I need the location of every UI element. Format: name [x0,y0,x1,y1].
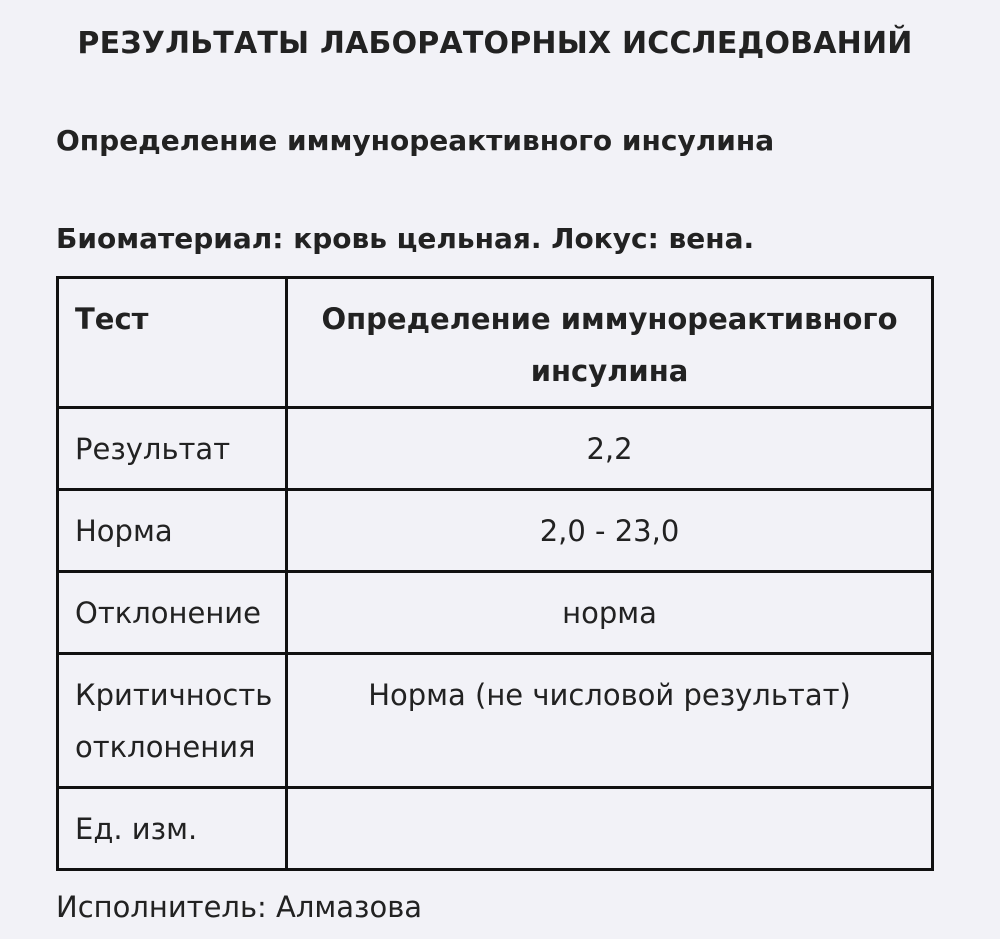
table-row-norm [58,490,933,572]
row-label-cell: Критичность отклонения [58,654,287,788]
table-row-units [58,788,933,870]
row-value-cell: 2,0 - 23,0 [287,490,933,572]
header-value-cell: Определение иммунореактивного инсулина [287,278,933,408]
table-row-criticality [58,654,933,788]
row-value-cell: норма [287,572,933,654]
row-value-cell [287,788,933,870]
page-title: РЕЗУЛЬТАТЫ ЛАБОРАТОРНЫХ ИССЛЕДОВАНИЙ [77,26,913,61]
table-row-result [58,408,933,490]
row-value-cell: 2,2 [287,408,933,490]
row-label-cell: Норма [58,490,287,572]
results-table [56,276,934,871]
row-label-cell: Отклонение [58,572,287,654]
biomaterial-info: Биоматериал: кровь цельная. Локус: вена. [56,222,755,255]
executor-info: Исполнитель: Алмазова [56,890,423,924]
section-title: Определение иммунореактивного инсулина [56,124,775,157]
row-value-cell: Норма (не числовой результат) [287,654,933,788]
header-label-cell: Тест [58,278,287,408]
table-header-row [58,278,933,408]
row-label-cell: Ед. изм. [58,788,287,870]
row-label-cell: Результат [58,408,287,490]
table-row-deviation [58,572,933,654]
